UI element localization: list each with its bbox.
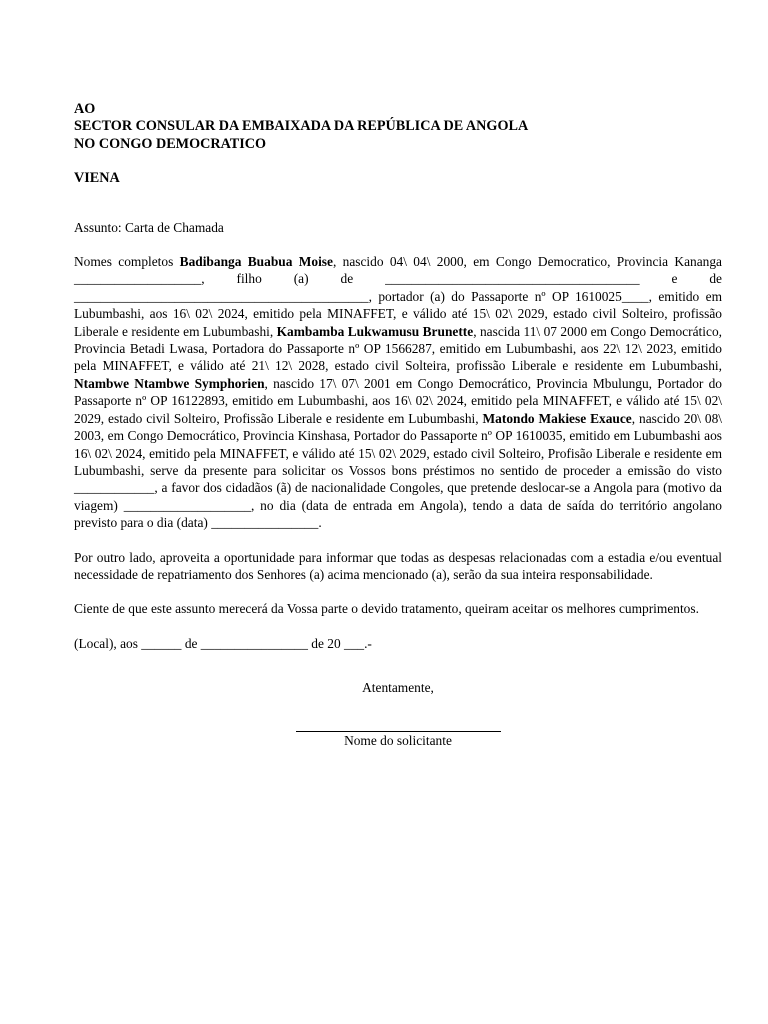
header-city: VIENA — [74, 170, 120, 187]
closing-paragraph: Ciente de que este assunto merecerá da Vossa parte o devido tratamento, queiram aceitar os melhores cumprimentos. — [74, 601, 699, 617]
closing-salutation: Atentamente, — [362, 680, 434, 696]
header-to: AO — [74, 101, 96, 117]
signature-label: Nome do solicitante — [344, 732, 452, 748]
body-text-2: , nascido 04\ 04\ 2000, em Congo Democratico, Provincia Kananga ___________________, filho (a) de ______________________________________ e de ____________________________________________, portador (a) do Passaporte nº OP 1610025____, emitido em Lubumbashi, aos 16\ 02\ 2024, emitido pela MINAFFET, e válido até 15\ 02\ 2029, estado civil Solteiro, profissão Liberale e residente em Lubumbashi, — [74, 254, 722, 339]
subject-line: Assunto: Carta de Chamada — [74, 219, 224, 235]
applicant-name-2: Kambamba Lukwamusu Brunette — [276, 323, 474, 339]
body-text-5: , nascido 20\ 08\ 2003, em Congo Democrático, Provincia Kinshasa, Portador do Passaporte nº OP 1610035, emitido em Lubumbashi aos 16\ 02\ 2024, emitido pela MINAFFET, e válido até 15\ 02\ 2029, estado civil Solteiro, Profisão Liberale e residente em Lubumbashi, serve da presente para solicitar os Vossos bons préstimos no sentido de proceder a emissão do visto ____________, a favor dos cidadãos (ã) de nacionalidade Congoles, que pretende deslocar-se a Angola para (motivo da viagem) ___________________, no dia (data de entrada em Angola), tendo a data de saída do território angolano previsto para o dia (data) ________________. — [74, 410, 722, 531]
place-date-line: (Local), aos ______ de ________________ de 20 ___.- — [74, 635, 372, 651]
applicant-name-1: Badibanga Buabua Moise — [179, 254, 333, 270]
applicant-name-4: Matondo Makiese Exauce — [482, 410, 632, 426]
expenses-paragraph: Por outro lado, aproveita a oportunidade para informar que todas as despesas relacionadas com a estadia e/ou eventual necessidade de repatriamento dos Senhores (a) acima mencionado (a), serão da sua inteira responsabilidade. — [74, 549, 722, 582]
header-sector: SECTOR CONSULAR DA EMBAIXADA DA REPÚBLICA DE ANGOLA — [74, 118, 529, 135]
body-text-4: , nascido 17\ 07\ 2001 em Congo Democrático, Provincia Mbulungu, Portador do Passaporte nº OP 16122893, emitido em Lubumbashi, aos 16\ 02\ 2024, emitido pela MINAFFET, e válido até 15\ 02\ 2029, estado civil Solteiro, Profissão Liberale e residente em Lubumbashi, — [74, 375, 722, 426]
body-text-1: Nomes completos — [74, 254, 180, 270]
body-paragraph — [74, 253, 722, 532]
applicant-name-3: Ntambwe Ntambwe Symphorien — [74, 375, 265, 391]
header-country: NO CONGO DEMOCRATICO — [74, 135, 267, 152]
letter-page — [74, 101, 722, 749]
body-text-3: , nascida 11\ 07 2000 em Congo Democrático, Provincia Betadi Lwasa, Portadora do Passaporte nº OP 1566287, emitido em Lubumbashi, aos 22\ 12\ 2023, emitido pela MINAFFET, e válido até 21\ 12\ 2028, estado civil Solteira, profissão Liberale e residente em Lubumbashi, — [74, 323, 722, 374]
